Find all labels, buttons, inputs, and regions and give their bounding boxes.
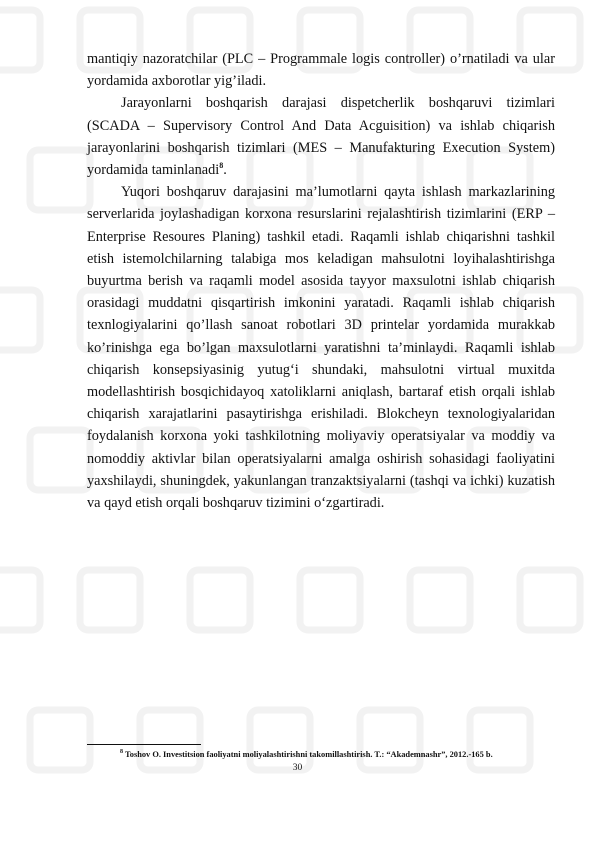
paragraph-1-text: mantiqiy nazoratchilar (PLC – Programmale logis controller) o’rnatiladi va ular yordamida axborotlar yig’iladi. — [87, 51, 555, 90]
body-text — [87, 48, 555, 514]
footnote-reference[interactable]: 8 — [219, 161, 224, 171]
paragraph-2-text: Jarayonlarni boshqarish darajasi dispetcherlik boshqaruvi tizimlari (SCADA – Supervisory Control And Data Acguisition) va ishlab chiqarish jarayonlarini boshqarish tizimlari (MES – Manufakturing Execution System) yordamida taminlanadi — [87, 95, 555, 179]
footnote-text: Toshov O. Investitsion faoliyatni moliyalashtirishni takomillashtirish. T.: “Akademnashr”, 2012.-165 b. — [124, 750, 493, 759]
paragraph-2-tail: . — [223, 162, 227, 179]
footnote-marker: 8 — [120, 749, 123, 756]
footnote-divider — [87, 744, 201, 745]
paragraph-3 — [87, 181, 555, 514]
paragraph-1 — [87, 48, 555, 92]
page-number: 30 — [292, 763, 303, 773]
paragraph-2 — [87, 92, 555, 181]
paragraph-3-text: Yuqori boshqaruv darajasini ma’lumotlarni qayta ishlash markazlarining serverlarida joylashadigan korxona resurslarini rejalashtirish tizimlarini (ERP – Enterprise Resoures Planing) tashkil etadi. Raqamli ishlab chiqarishni tashkil etish istemolchilarning talabiga mos keladigan mahsulotni loyihalashtirishga buyurtma berish va raqamli model asosida tayyor maxsulotni ishlab chiqarish orasidagi muddatni qisqartirish imkonini yaratadi. Raqamli ishlab chiqarish texnlogiyalarini qo’llash sanoat robotlari 3D printelar yordamida murakkab ko’rinishga ega bo’lgan maxsulotlarni yaratishni ta’minlaydi. Raqamli ishlab chiqarish konsepsiyasinig yutug‘i shundaki, mahsulotni virtual muxitda modellashtirish bosqichidayoq xatoliklarni aniqlash, bartaraf etish orqali ishlab chiqarish xarajatlarini pasaytirishga erishiladi. Blokcheyn texnologiyalaridan foydalanish korxona yoki tashkilotning moliyaviy operatsiyalar va moddiy va nomoddiy aktivlar bilan operatsiyalarni amalga oshirish sohasidagi faoliyatini yaxshilaydi, shuningdek, yakunlangan tranzaktsiyalarni (tashqi va ichki) kuzatish va qayd etish orqali boshqaruv tizimini o‘zgartiradi. — [87, 184, 555, 512]
footnote — [120, 749, 560, 761]
